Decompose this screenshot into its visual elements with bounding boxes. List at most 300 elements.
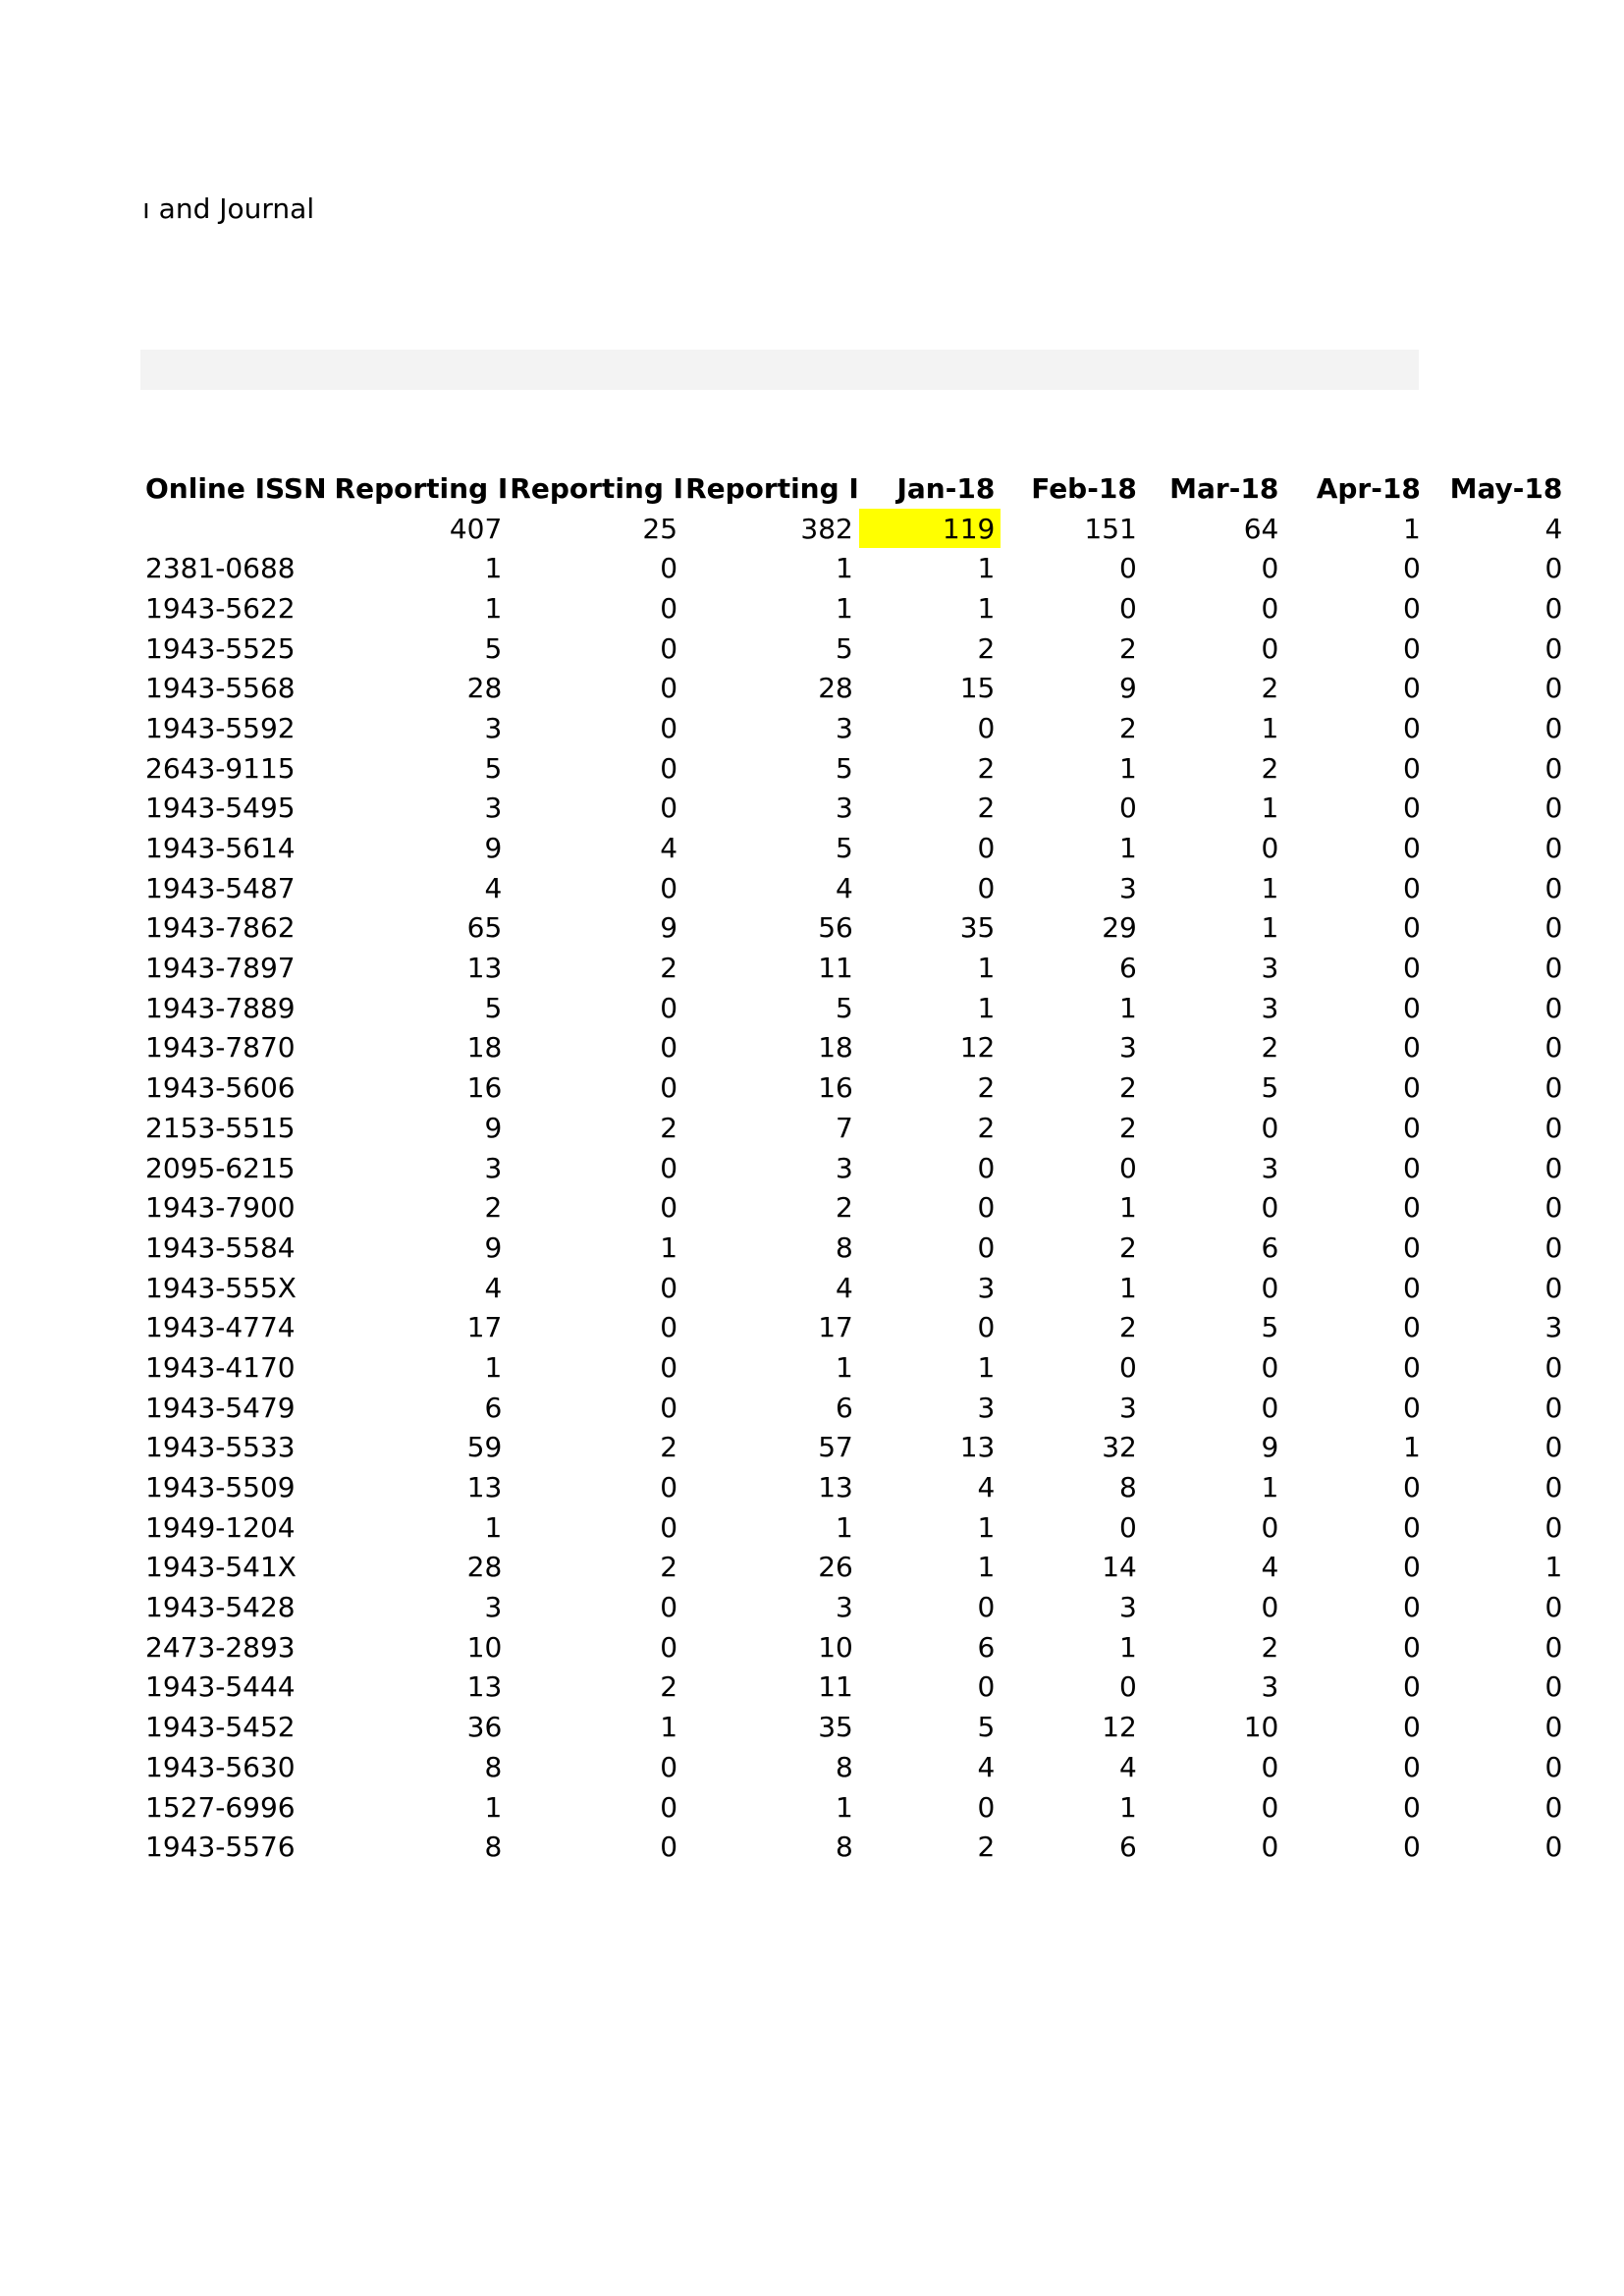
table-row	[140, 1707, 1568, 1747]
count-cell: 0	[1403, 1151, 1421, 1184]
count-cell: 59	[466, 1431, 503, 1464]
count-cell: 0	[660, 1191, 678, 1225]
issn-cell: 1527-6996	[145, 1790, 296, 1824]
count-cell: 35	[959, 911, 996, 945]
count-cell: 0	[1403, 1391, 1421, 1424]
count-cell: 1	[1261, 711, 1279, 744]
count-cell: 0	[1403, 552, 1421, 585]
count-cell: 0	[660, 1471, 678, 1504]
count-cell: 0	[1403, 1071, 1421, 1105]
count-cell: 3	[1261, 991, 1279, 1024]
count-cell: 3	[1119, 1031, 1137, 1065]
count-cell: 26	[818, 1551, 853, 1584]
count-cell: 0	[1403, 832, 1421, 865]
count-cell: 0	[1544, 751, 1563, 785]
issn-cell: 1943-5533	[145, 1431, 296, 1464]
count-cell: 9	[484, 1111, 503, 1144]
count-cell: 1	[1119, 1790, 1137, 1824]
count-cell: 5	[1261, 1071, 1279, 1105]
count-cell: 0	[1119, 792, 1137, 825]
count-cell: 32	[1102, 1431, 1137, 1464]
count-cell: 0	[1403, 1670, 1421, 1704]
count-cell: 0	[1544, 911, 1563, 945]
count-cell: 4	[977, 1471, 996, 1504]
count-cell: 2	[1119, 1111, 1137, 1144]
count-cell: 14	[1102, 1551, 1137, 1584]
table-row	[140, 1388, 1568, 1428]
count-cell: 0	[1544, 792, 1563, 825]
count-cell: 1	[977, 1350, 996, 1384]
count-cell: 2	[1261, 1031, 1279, 1065]
table-row	[140, 1507, 1568, 1548]
issn-cell: 1943-5452	[145, 1711, 296, 1744]
count-cell: 0	[1544, 1151, 1563, 1184]
count-cell: 3	[836, 1151, 853, 1184]
count-cell: 0	[1403, 1510, 1421, 1544]
count-cell: 5	[836, 631, 853, 665]
totals-row	[140, 509, 1568, 549]
count-cell: 1	[1119, 751, 1137, 785]
count-cell: 0	[1403, 1350, 1421, 1384]
count-cell: 0	[1403, 1111, 1421, 1144]
count-cell: 0	[1403, 751, 1421, 785]
count-cell: 0	[977, 1311, 996, 1344]
count-cell: 3	[1119, 1591, 1137, 1624]
count-cell: 6	[1261, 1230, 1279, 1264]
table-row	[140, 1747, 1568, 1787]
count-cell: 1	[977, 952, 996, 985]
count-cell: 28	[818, 672, 853, 705]
table-row	[140, 1667, 1568, 1708]
column-header-jan-18: Jan-18	[896, 471, 996, 505]
count-cell: 3	[484, 792, 503, 825]
count-cell: 0	[1261, 1391, 1279, 1424]
table-row	[140, 789, 1568, 829]
count-cell: 0	[660, 631, 678, 665]
table-row	[140, 828, 1568, 868]
table-row	[140, 548, 1568, 588]
count-cell: 8	[836, 1750, 853, 1783]
count-cell: 0	[1403, 991, 1421, 1024]
count-cell: 5	[484, 991, 503, 1024]
issn-cell: 1943-4774	[145, 1311, 296, 1344]
count-cell: 0	[1544, 1831, 1563, 1864]
count-cell: 0	[977, 1191, 996, 1225]
count-cell: 0	[660, 792, 678, 825]
count-cell: 2	[660, 1670, 678, 1704]
count-cell: 0	[1261, 591, 1279, 625]
table-row	[140, 1148, 1568, 1188]
count-cell: 3	[484, 711, 503, 744]
count-cell: 36	[466, 1711, 503, 1744]
count-cell: 5	[1261, 1311, 1279, 1344]
table-row	[140, 708, 1568, 748]
count-cell: 0	[1544, 1071, 1563, 1105]
issn-cell: 1943-5487	[145, 871, 296, 904]
issn-cell: 1943-7862	[145, 911, 296, 945]
count-cell: 0	[1544, 631, 1563, 665]
count-cell: 0	[1119, 591, 1137, 625]
count-cell: 0	[1403, 792, 1421, 825]
count-cell: 2	[1119, 1071, 1137, 1105]
count-cell: 2	[660, 1111, 678, 1144]
count-cell: 65	[466, 911, 503, 945]
count-cell: 0	[660, 991, 678, 1024]
count-cell: 1	[484, 1790, 503, 1824]
count-cell: 28	[466, 1551, 503, 1584]
issn-cell: 1943-7897	[145, 952, 296, 985]
count-cell: 16	[818, 1071, 853, 1105]
count-cell: 2	[1119, 631, 1137, 665]
count-cell: 1	[1119, 1630, 1137, 1664]
count-cell: 1	[836, 591, 853, 625]
issn-cell: 1943-5495	[145, 792, 296, 825]
count-cell: 2	[484, 1191, 503, 1225]
count-cell: 0	[1261, 1350, 1279, 1384]
count-cell: 3	[484, 1151, 503, 1184]
gray-band	[140, 350, 1419, 390]
count-cell: 1	[1119, 991, 1137, 1024]
count-cell: 3	[836, 711, 853, 744]
count-cell: 10	[466, 1630, 503, 1664]
count-cell: 4	[836, 871, 853, 904]
count-cell: 16	[466, 1071, 503, 1105]
count-cell: 35	[818, 1711, 853, 1744]
count-cell: 28	[466, 672, 503, 705]
count-cell: 2	[1119, 1311, 1137, 1344]
count-cell: 4	[977, 1750, 996, 1783]
column-header-feb-18: Feb-18	[1031, 471, 1137, 505]
count-cell: 1	[836, 1790, 853, 1824]
issn-cell: 1943-5630	[145, 1750, 296, 1783]
count-cell: 0	[660, 1151, 678, 1184]
count-cell: 3	[1119, 871, 1137, 904]
count-cell: 0	[1403, 672, 1421, 705]
count-cell: 17	[466, 1311, 503, 1344]
count-cell: 0	[1544, 1750, 1563, 1783]
count-cell: 3	[1544, 1311, 1563, 1344]
count-cell: 4	[1261, 1551, 1279, 1584]
page-header-fragment: ı and Journal	[142, 192, 315, 225]
count-cell: 0	[1544, 1670, 1563, 1704]
count-cell: 17	[818, 1311, 853, 1344]
count-cell: 1	[484, 591, 503, 625]
count-cell: 0	[1261, 1510, 1279, 1544]
column-header-may-18: May-18	[1449, 471, 1563, 505]
count-cell: 11	[818, 952, 853, 985]
count-cell: 0	[660, 1391, 678, 1424]
issn-cell: 1943-5525	[145, 631, 296, 665]
issn-cell: 1943-5428	[145, 1591, 296, 1624]
column-header-reporting-2: Reporting I	[510, 471, 684, 505]
count-cell: 1	[660, 1230, 678, 1264]
issn-cell: 1943-5614	[145, 832, 296, 865]
count-cell: 0	[660, 1630, 678, 1664]
count-cell: 57	[818, 1431, 853, 1464]
count-cell: 9	[484, 832, 503, 865]
count-cell: 0	[1544, 1031, 1563, 1065]
count-cell: 0	[1261, 1831, 1279, 1864]
count-cell: 0	[1261, 552, 1279, 585]
count-cell: 2	[660, 952, 678, 985]
count-cell: 0	[1544, 1431, 1563, 1464]
table-row	[140, 629, 1568, 669]
issn-cell: 1943-5622	[145, 591, 296, 625]
count-cell: 0	[1544, 1271, 1563, 1304]
issn-cell: 1943-5444	[145, 1670, 296, 1704]
count-cell: 4	[1119, 1750, 1137, 1783]
issn-cell: 1943-541X	[145, 1551, 297, 1584]
count-cell: 5	[836, 751, 853, 785]
count-cell: 8	[484, 1750, 503, 1783]
count-cell: 0	[977, 871, 996, 904]
count-cell: 12	[959, 1031, 996, 1065]
count-cell: 2	[977, 1831, 996, 1864]
count-cell: 3	[1261, 952, 1279, 985]
issn-cell: 1949-1204	[145, 1510, 296, 1544]
count-cell: 29	[1102, 911, 1137, 945]
table-row	[140, 1548, 1568, 1588]
count-cell: 0	[1544, 1790, 1563, 1824]
count-cell: 2	[660, 1551, 678, 1584]
count-cell: 1	[836, 1510, 853, 1544]
count-cell: 2	[1119, 711, 1137, 744]
count-cell: 0	[1544, 672, 1563, 705]
count-cell: 1	[1261, 911, 1279, 945]
count-cell: 0	[1403, 1031, 1421, 1065]
count-cell: 2	[836, 1191, 853, 1225]
totals-cell: 407	[449, 512, 503, 545]
issn-cell: 1943-4170	[145, 1350, 296, 1384]
count-cell: 0	[1544, 1191, 1563, 1225]
count-cell: 1	[1403, 1431, 1421, 1464]
count-cell: 13	[818, 1471, 853, 1504]
count-cell: 1	[836, 1350, 853, 1384]
issn-cell: 1943-5576	[145, 1831, 296, 1864]
count-cell: 13	[959, 1431, 996, 1464]
count-cell: 0	[977, 1591, 996, 1624]
count-cell: 1	[1119, 1191, 1137, 1225]
count-cell: 5	[977, 1711, 996, 1744]
count-cell: 0	[1544, 1510, 1563, 1544]
count-cell: 0	[1544, 1471, 1563, 1504]
count-cell: 0	[1261, 1111, 1279, 1144]
count-cell: 0	[977, 1670, 996, 1704]
table-row	[140, 1787, 1568, 1828]
count-cell: 0	[1119, 1151, 1137, 1184]
table-row	[140, 668, 1568, 708]
count-cell: 0	[660, 672, 678, 705]
issn-cell: 1943-7889	[145, 991, 296, 1024]
report-table	[140, 468, 1568, 1867]
column-header-apr-18: Apr-18	[1316, 471, 1421, 505]
count-cell: 0	[1403, 871, 1421, 904]
table-row	[140, 868, 1568, 908]
count-cell: 1	[660, 1711, 678, 1744]
count-cell: 13	[466, 952, 503, 985]
count-cell: 6	[836, 1391, 853, 1424]
count-cell: 1	[1119, 1271, 1137, 1304]
count-cell: 1	[977, 591, 996, 625]
count-cell: 2	[1261, 672, 1279, 705]
count-cell: 0	[1403, 911, 1421, 945]
count-cell: 0	[1403, 1750, 1421, 1783]
issn-cell: 1943-5592	[145, 711, 296, 744]
count-cell: 3	[1261, 1670, 1279, 1704]
count-cell: 0	[1403, 591, 1421, 625]
count-cell: 0	[660, 1350, 678, 1384]
totals-cell: 4	[1544, 512, 1563, 545]
count-cell: 8	[836, 1831, 853, 1864]
count-cell: 1	[1544, 1551, 1563, 1584]
count-cell: 1	[836, 552, 853, 585]
count-cell: 6	[977, 1630, 996, 1664]
count-cell: 10	[818, 1630, 853, 1664]
count-cell: 0	[660, 552, 678, 585]
count-cell: 0	[1544, 591, 1563, 625]
count-cell: 0	[1261, 832, 1279, 865]
count-cell: 0	[1403, 1191, 1421, 1225]
table-row	[140, 748, 1568, 789]
count-cell: 1	[1261, 871, 1279, 904]
count-cell: 0	[1403, 952, 1421, 985]
count-cell: 0	[660, 751, 678, 785]
count-cell: 0	[1261, 1191, 1279, 1225]
count-cell: 0	[1544, 1591, 1563, 1624]
count-cell: 0	[1119, 1350, 1137, 1384]
count-cell: 2	[1261, 751, 1279, 785]
issn-cell: 1943-5509	[145, 1471, 296, 1504]
header-row	[140, 468, 1568, 509]
count-cell: 56	[818, 911, 853, 945]
count-cell: 6	[1119, 952, 1137, 985]
count-cell: 5	[484, 751, 503, 785]
count-cell: 2	[1261, 1630, 1279, 1664]
count-cell: 3	[1119, 1391, 1137, 1424]
count-cell: 1	[977, 1551, 996, 1584]
count-cell: 3	[1261, 1151, 1279, 1184]
count-cell: 0	[660, 1831, 678, 1864]
totals-cell: 64	[1243, 512, 1279, 545]
count-cell: 15	[959, 672, 996, 705]
count-cell: 5	[836, 832, 853, 865]
count-cell: 0	[660, 1311, 678, 1344]
count-cell: 0	[1403, 1230, 1421, 1264]
totals-cell	[140, 509, 333, 549]
issn-cell: 2473-2893	[145, 1630, 296, 1664]
count-cell: 11	[818, 1670, 853, 1704]
table-row	[140, 1827, 1568, 1867]
issn-cell: 2153-5515	[145, 1111, 296, 1144]
count-cell: 0	[1261, 631, 1279, 665]
table-row	[140, 588, 1568, 629]
count-cell: 0	[1544, 711, 1563, 744]
count-cell: 0	[660, 1071, 678, 1105]
count-cell: 1	[1261, 792, 1279, 825]
count-cell: 1	[484, 552, 503, 585]
count-cell: 18	[466, 1031, 503, 1065]
count-cell: 0	[1403, 631, 1421, 665]
table-row	[140, 908, 1568, 949]
count-cell: 0	[1403, 1831, 1421, 1864]
count-cell: 0	[977, 711, 996, 744]
count-cell: 0	[977, 1790, 996, 1824]
table-row	[140, 1268, 1568, 1308]
count-cell: 0	[1403, 1711, 1421, 1744]
table-row	[140, 948, 1568, 988]
count-cell: 7	[836, 1111, 853, 1144]
count-cell: 0	[660, 1790, 678, 1824]
count-cell: 1	[484, 1510, 503, 1544]
count-cell: 2	[977, 1071, 996, 1105]
count-cell: 3	[836, 1591, 853, 1624]
count-cell: 0	[660, 1031, 678, 1065]
count-cell: 0	[1544, 952, 1563, 985]
count-cell: 8	[484, 1831, 503, 1864]
count-cell: 8	[1119, 1471, 1137, 1504]
count-cell: 0	[1544, 871, 1563, 904]
totals-cell-highlighted: 119	[859, 509, 1001, 549]
table-row	[140, 1467, 1568, 1507]
count-cell: 1	[1119, 832, 1137, 865]
count-cell: 0	[660, 1271, 678, 1304]
count-cell: 5	[836, 991, 853, 1024]
count-cell: 0	[1403, 1790, 1421, 1824]
issn-cell: 2381-0688	[145, 552, 296, 585]
count-cell: 0	[1403, 1311, 1421, 1344]
column-header-reporting-1: Reporting I	[334, 471, 509, 505]
table-row	[140, 988, 1568, 1028]
count-cell: 5	[484, 631, 503, 665]
count-cell: 0	[977, 1151, 996, 1184]
table-row	[140, 1028, 1568, 1068]
count-cell: 4	[836, 1271, 853, 1304]
count-cell: 1	[977, 552, 996, 585]
count-cell: 9	[1119, 672, 1137, 705]
count-cell: 4	[484, 1271, 503, 1304]
count-cell: 0	[660, 1510, 678, 1544]
count-cell: 2	[977, 631, 996, 665]
column-header-mar-18: Mar-18	[1169, 471, 1279, 505]
count-cell: 9	[484, 1230, 503, 1264]
count-cell: 0	[660, 871, 678, 904]
count-cell: 0	[1403, 1630, 1421, 1664]
column-header-reporting-3: Reporting I	[685, 471, 859, 505]
count-cell: 0	[1544, 1711, 1563, 1744]
count-cell: 8	[836, 1230, 853, 1264]
count-cell: 13	[466, 1471, 503, 1504]
count-cell: 0	[660, 1750, 678, 1783]
count-cell: 0	[1544, 991, 1563, 1024]
count-cell: 0	[1119, 1670, 1137, 1704]
issn-cell: 1943-7870	[145, 1031, 296, 1065]
count-cell: 0	[977, 1230, 996, 1264]
table-row	[140, 1347, 1568, 1388]
count-cell: 6	[484, 1391, 503, 1424]
count-cell: 2	[660, 1431, 678, 1464]
count-cell: 0	[1544, 1111, 1563, 1144]
count-cell: 0	[1119, 1510, 1137, 1544]
totals-cell: 25	[642, 512, 678, 545]
table-row	[140, 1428, 1568, 1468]
count-cell: 0	[1119, 552, 1137, 585]
issn-cell: 1943-5479	[145, 1391, 296, 1424]
count-cell: 9	[1261, 1431, 1279, 1464]
count-cell: 4	[484, 871, 503, 904]
count-cell: 0	[1261, 1591, 1279, 1624]
count-cell: 2	[977, 751, 996, 785]
totals-cell: 382	[800, 512, 853, 545]
